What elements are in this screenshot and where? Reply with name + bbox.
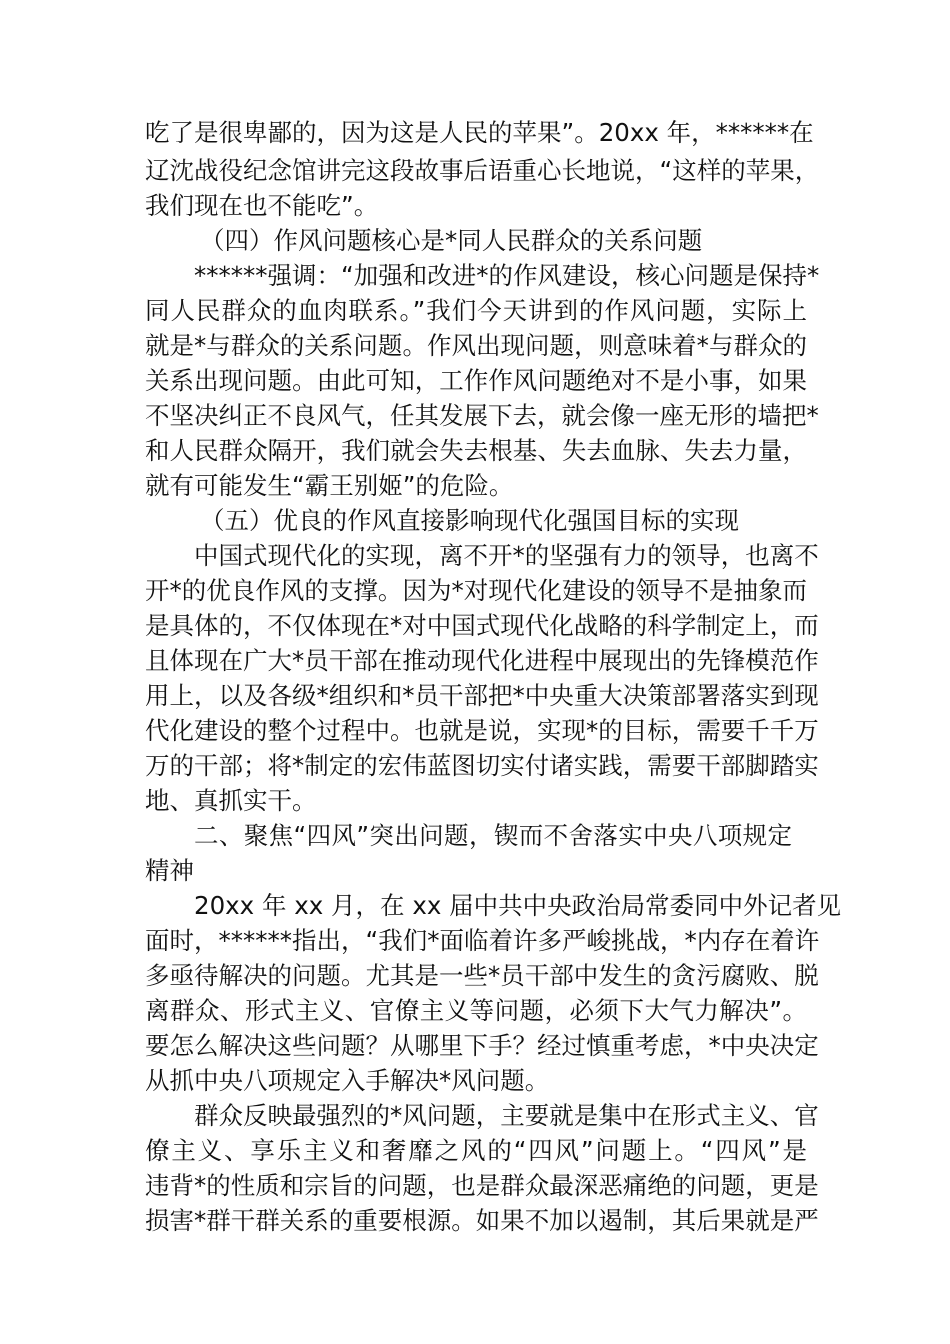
text-line: 万的干部；将*制定的宏伟蓝图切实付诸实践，需要干部脚踏实 bbox=[145, 751, 819, 780]
text-line: 吃了是很卑鄙的，因为这是人民的苹果”。20xx 年，******在 bbox=[145, 118, 814, 147]
text-line: 违背*的性质和宗旨的问题，也是群众最深恶痛绝的问题，更是 bbox=[145, 1171, 819, 1200]
text-line: 从抓中央八项规定入手解决*风问题。 bbox=[145, 1066, 550, 1095]
text-line: 面时，******指出，“我们*面临着许多严峻挑战，*内存在着许 bbox=[145, 926, 820, 955]
text-line: 地、真抓实干。 bbox=[145, 786, 317, 815]
text-line: 开*的优良作风的支撑。因为*对现代化建设的领导不是抽象而 bbox=[145, 576, 807, 605]
text-line: 就是*与群众的关系问题。作风出现问题，则意味着*与群众的 bbox=[145, 331, 807, 360]
section-heading: （五）优良的作风直接影响现代化强国目标的实现 bbox=[200, 506, 739, 535]
text-line: 是具体的，不仅体现在*对中国式现代化战略的科学制定上，而 bbox=[145, 611, 819, 640]
text-line: 辽沈战役纪念馆讲完这段故事后语重心长地说，“这样的苹果， bbox=[145, 156, 820, 185]
chapter-heading-continuation: 精神 bbox=[145, 856, 194, 885]
text-line: 和人民群众隔开，我们就会失去根基、失去血脉、失去力量， bbox=[145, 436, 807, 465]
text-line: 不坚决纠正不良风气，任其发展下去，就会像一座无形的墙把* bbox=[145, 401, 819, 430]
text-line: 关系出现问题。由此可知，工作作风问题绝对不是小事，如果 bbox=[145, 366, 807, 395]
text-line: 就有可能发生“霸王别姬”的危险。 bbox=[145, 471, 514, 500]
text-line: 我们现在也不能吃”。 bbox=[145, 191, 379, 220]
paragraph-first-line: 群众反映最强烈的*风问题，主要就是集中在形式主义、官 bbox=[194, 1101, 819, 1130]
text-line: 用上，以及各级*组织和*员干部把*中央重大决策部署落实到现 bbox=[145, 681, 819, 710]
chapter-heading: 二、聚焦“四风”突出问题，锲而不舍落实中央八项规定 bbox=[194, 821, 792, 850]
text-line: 代化建设的整个过程中。也就是说，实现*的目标，需要千千万 bbox=[145, 716, 819, 745]
paragraph-first-line: 中国式现代化的实现，离不开*的坚强有力的领导，也离不 bbox=[194, 541, 819, 570]
section-heading: （四）作风问题核心是*同人民群众的关系问题 bbox=[200, 226, 703, 255]
paragraph-first-line: 20xx 年 xx 月，在 xx 届中共中央政治局常委同中外记者见 bbox=[194, 891, 842, 920]
text-line: 同人民群众的血肉联系。”我们今天讲到的作风问题，实际上 bbox=[145, 296, 807, 325]
text-line: 且体现在广大*员干部在推动现代化进程中展现出的先锋模范作 bbox=[145, 646, 819, 675]
text-line: 损害*群干群关系的重要根源。如果不加以遏制，其后果就是严 bbox=[145, 1206, 819, 1235]
text-line: 僚主义、享乐主义和奢靡之风的“四风”问题上。“四风”是 bbox=[145, 1136, 807, 1165]
text-line: 多亟待解决的问题。尤其是一些*员干部中发生的贪污腐败、脱 bbox=[145, 961, 819, 990]
text-line: 要怎么解决这些问题？从哪里下手？经过慎重考虑，*中央决定 bbox=[145, 1031, 819, 1060]
text-line: 离群众、形式主义、官僚主义等问题，必须下大气力解决”。 bbox=[145, 996, 807, 1025]
paragraph-first-line: ******强调：“加强和改进*的作风建设，核心问题是保持* bbox=[194, 261, 820, 290]
